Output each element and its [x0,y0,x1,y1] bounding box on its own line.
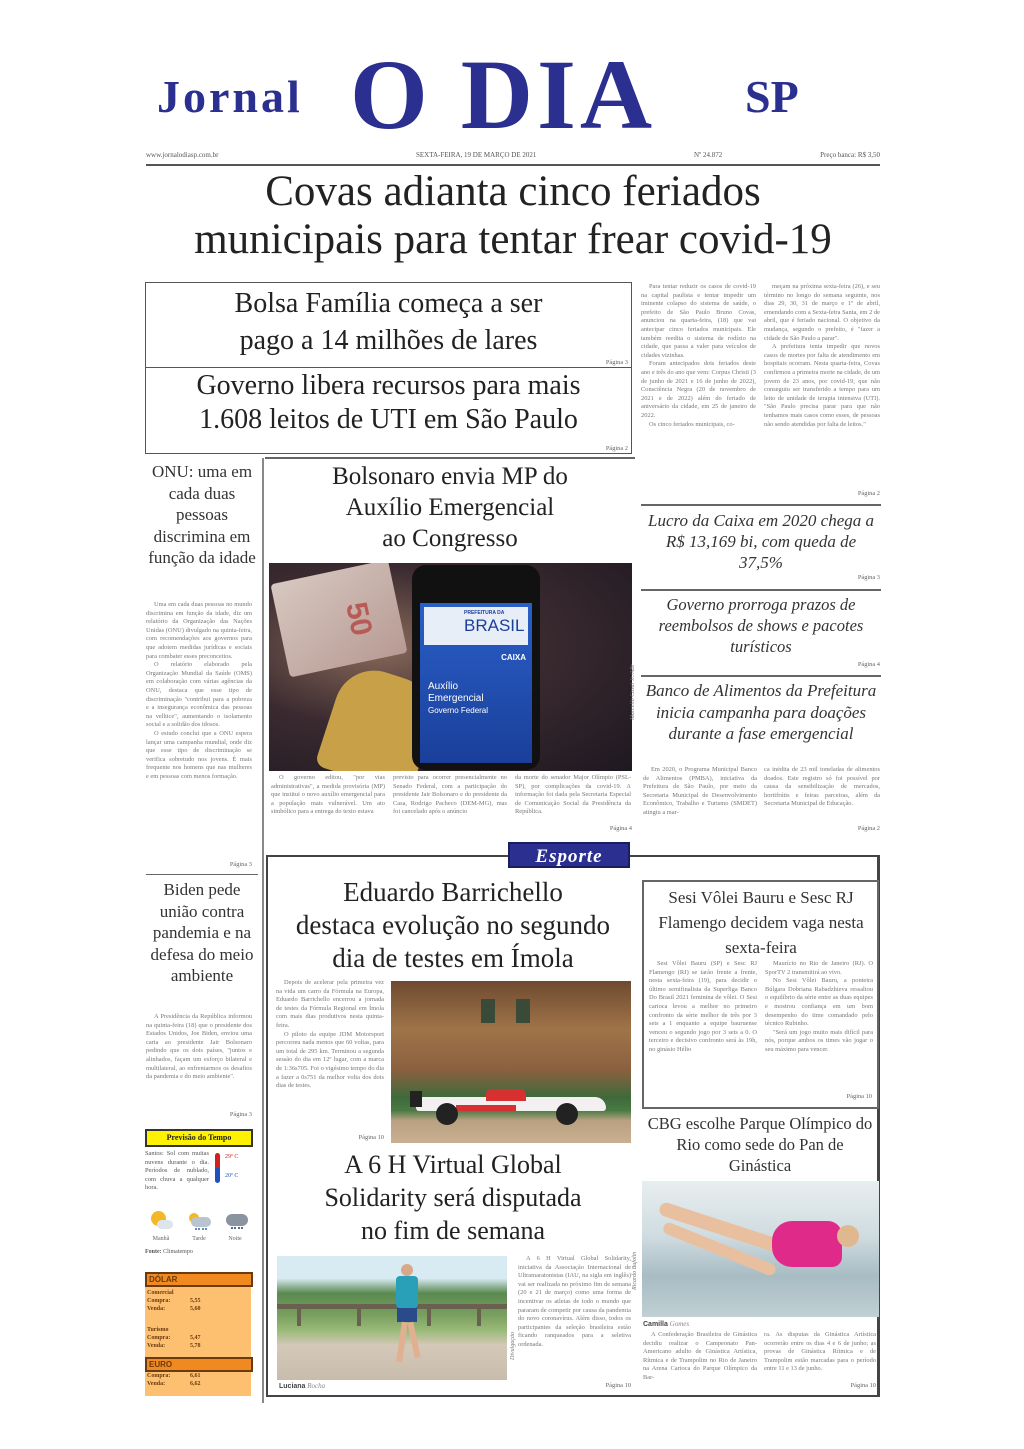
app-line3: Governo Federal [428,706,489,715]
paragraph: "Será um jogo muito mais difícil para nós, porque ambos os times vão jogar o seu máximo para vencer. [765,1028,873,1053]
comercial-sell-label: Venda: [147,1306,166,1312]
barrichello-headline-line2: destaca evolução no segundo [295,910,611,940]
rain-cloud-icon [187,1211,213,1233]
photo-credit: Divulgação [510,1332,516,1360]
bolsonaro-col3: da morte do senador Major Olímpio (PSL-SP), por complicações da covid-19. A informação foi dada pela Secretaria Especial de Comunicação Social da Presidência da República. [515,774,631,816]
onu-headline[interactable]: ONU: uma em cada duas pessoas discrimina em função da idade [148,462,256,567]
bolsa-headline-line2: pago a 14 milhões de lares [239,325,538,356]
euro-sell-value: 6,62 [190,1381,201,1387]
divider [265,457,635,459]
page-ref: Página 10 [846,1093,872,1100]
main-headline-line2: municipais para tentar frear covid-19 [194,216,832,263]
bolsa-headline-line1: Bolsa Família começa a ser [234,288,543,319]
page-ref: Página 4 [609,825,632,832]
comercial-buy-label: Compra: [147,1298,171,1304]
page-ref: Página 4 [857,661,880,668]
paragraph: Foram antecipados dois feriados deste ano e três do ano que vem: Corpus Christi (3 de junho de 2021 e 16 de junho de 2022), Consciência Negra (20 de novembro de 2021 e de 2022) além do feriado de aniversário da cidade, em 25 de janeiro de 2022. [641,360,756,419]
barrichello-headline[interactable] [270,876,636,975]
weather-source [145,1249,193,1255]
paragraph: A prefeitura tenta impedir que novos casos de mortes por falta de atendimento em hospitais ocorram. Nesta quarta-feira, Covas confirmou a primeira morte na cidade, de um jovem de 23 anos, por covid-19, que não conseguiu ser transferido a tempo para um leito de unidade de terapia intensiva (UTI). "São Paulo precisa parar para que não tenhamos mais casos como esses, de pessoas não sendo atendidas por falta de leitos." [764,343,880,428]
divider [641,504,881,506]
bolsonaro-col2: previsto para ocorrer presencialmente no Senado Federal, com a participação do presidente Jair Bolsonaro e do presidente da Casa, Rodrigo Pacheco (DEM-MG), mas foi cancelado após o anúncio [393,774,507,816]
divider [641,589,881,591]
barrichello-article [276,979,384,1139]
thermometer-icon [215,1153,220,1183]
paragraph: Sesi Vôlei Bauru (SP) e Sesc RJ Flamengo (RJ) se tarão frente a frente, nesta sexta-feira (19), para decidir o último semifinalista da Superliga Banco Do Brasil 2021 feminina de vôlei. O Sesi carioca levou a melhor no primeiro confronto da série melhor de três por 3 sets a 1 enquanto a equipe bauruense venceu o segundo jogo por 3 sets a 0. O terceiro e decisivo confronto será às 19h, no ginásio Hélio [649,960,757,1053]
paragraph: Para tentar reduzir os casos de covid-19 na capital paulista e tentar impedir um iminente colapso do sistema de saúde, o prefeito de São Paulo Bruno Covas, anunciou na quarta-feira, (18) que vai antecipar cinco feriados municipais. Ele também reedita o sistema de rodízio na cidade, que passa a valer para veículos de cidades vizinhas. [641,283,756,359]
virtual-article: A 6 H Virtual Global Solidarity, iniciativa da Associação Internacional de Ultramaratonistas (IAU, na sigla em inglês) vai ser realizada no próximo fim de semana (20 e 21 de março) como uma forma de incentivar os atletas de todo o mundo que pararam de competir por causa da pandemia do novo coronavírus. Além disso, todos os participantes da seleção brasileira estão ficando ranqueados para a seletiva ordenada. [518,1255,631,1348]
sesi-col1 [649,960,757,1100]
caption-name: Camilla [643,1321,668,1328]
cbg-col1: A Confederação Brasileira de Ginástica decidiu realizar o Campeonato Pan-Americano adulto de Ginástica Artística, Rítmica e de Trampolim no Rio de Janeiro na Arena Carioca do Parque Olímpico da Bar- [643,1331,757,1381]
sesi-headline: Sesi Vôlei Bauru e Sesc RJ Flamengo decidem vaga nesta sexta-feira [658,888,864,957]
euro-buy-label: Compra: [147,1373,171,1379]
auxilio-photo [269,563,632,771]
page-ref: Página 10 [850,1382,876,1389]
uti-headline-line2: 1.608 leitos de UTI em São Paulo [199,404,578,435]
onu-article [146,601,252,861]
period-morning: Manhã [152,1236,170,1242]
page-ref: Página 2 [605,445,628,452]
phone-screen [420,603,532,763]
source-name: Climatempo [163,1249,193,1255]
turismo-sell-label: Venda: [147,1343,166,1349]
gymnast-photo [642,1181,879,1317]
page-ref: Página 10 [358,1134,384,1141]
runner-figure [387,1264,427,1374]
paragraph: O estudo conclui que a ONU espera lançar uma campanha mundial, onde diz que esse tipo de discriminação se verifica sobretudo nos jovens. É mais frequente nos homens que nas mulheres e em pessoas com menos formação. [146,729,252,780]
paragraph: Depois de acelerar pela primeira vez na vida um carro da Fórmula na Europa, Eduardo Barrichello encerrou a jornada de testes da Fórmula Regional em Ímola com mais dias produtivos nesta quinta-feira. [276,979,384,1029]
turismo-sell-value: 5,78 [190,1343,201,1349]
cbg-headline[interactable]: CBG escolhe Parque Olímpico do Rio como sede do Pan de Ginástica [647,1114,873,1175]
gymnast-figure [662,1191,872,1291]
bank-name: CAIXA [501,653,526,662]
turismo-buy-label: Compra: [147,1335,171,1341]
storm-cloud-icon [223,1211,249,1233]
app-line1: Auxílio [428,681,459,692]
box-uti-leitos[interactable] [145,367,632,454]
issue-number: Nº 24.872 [694,151,723,159]
uti-headline-line1: Governo libera recursos para mais [196,370,581,401]
bolsonaro-headline-line2: Auxílio Emergencial [345,494,555,521]
currency-box [145,1272,251,1396]
bolsonaro-headline[interactable] [266,461,634,554]
gymnast-caption [643,1320,689,1328]
weather-box [145,1129,253,1267]
page-ref: Página 3 [857,574,880,581]
comercial-label: Comercial [147,1290,174,1296]
page-ref: Página 2 [857,490,880,497]
photo-credit: Ricardo Bufolin [632,1251,638,1290]
weather-title: Previsão do Tempo [145,1129,253,1147]
euro-buy-value: 6,61 [190,1373,201,1379]
sesi-article-box[interactable] [642,880,879,1109]
banknotes-image: 50 [270,563,407,677]
masthead-title: O DIA [350,39,657,150]
covas-article-col2 [764,283,880,488]
main-headline[interactable] [140,168,886,264]
sun-cloud-icon [149,1211,173,1231]
weather-text: Santos: Sol com muitas nuvens durante o dia. Períodos de nublado, com chuva a qualquer hora. [145,1150,209,1192]
banco-col1: Em 2020, o Programa Municipal Banco de Alimentos (PMBA), iniciativa da Prefeitura de São Paulo, por meio da Secretaria Municipal de Desenvolvimento Econômico, Trabalho e Turismo (SMDET) atingiu a mar- [643,766,757,816]
caption-rest: Gomes [669,1320,690,1328]
biden-headline[interactable]: Biden pede união contra pandemia e na defesa do meio ambiente [150,880,254,985]
main-headline-line1: Covas adianta cinco feriados [265,168,761,215]
paragraph: O piloto da equipe JDM Motorsport percorreu nada menos que 60 voltas, para um total de 295 km. Terminou a segunda sessão do dia em 12º lugar, com a marca de 1:36s705. Foi o vigésimo tempo do dia a fazer a 0s751 da melhor volta dos dois dias de testes. [276,1030,384,1090]
paragraph: No Sesi Vôlei Bauru, a ponteira Búlgara Dobriana Rabadzhieva ressaltou o equilíbrio da série entre as duas equipes e mostrou confiança em um bom desempenho do time comandado pelo técnico Rubinho. [765,977,873,1028]
virtual-headline-line3: no fim de semana [360,1216,546,1245]
masthead-divider [146,164,880,166]
paragraph: meçam na próxima sexta-feira (26), e seu término no longo do semana seguinte, nos dias 29, 30, 31 de março e 1º de abril, emendando com a Sexta-feira Santa, em 2 de abril, que é feriado nacional. O objetivo da mudança, segundo o prefeito, é "fazer a cidade de São Paulo a parar". [764,283,880,342]
column-divider [262,458,264,1403]
source-label: Fonte: [145,1249,162,1255]
cbg-col2: ra. As disputas da Ginástica Artística ocorrerão entre os dias 4 e 6 de junho; as provas de Ginástica Rítmica e de Trampolim estão marcadas para o período entre 11 e 13 de junho. [764,1331,876,1373]
biden-article: A Presidência da República informou na quinta-feira (18) que o presidente dos Estados Unidos, Joe Biden, enviou uma carta ao presidente Jair Bolsonaro pedindo que os dois países, "juntos e alinhados, façam um esforço bilateral e multilateral, ao enfrentarmos os desafios da pandemia e do meio ambiente". [146,1013,252,1081]
virtual-headline[interactable] [270,1148,636,1247]
temp-max: 29º C [225,1154,239,1160]
divider [641,675,881,677]
masthead-info-bar [146,151,880,163]
turismo-label: Turismo [147,1327,169,1333]
masthead-jornal: Jornal [157,71,303,122]
euro-title: EURO [145,1357,253,1372]
esporte-section-label[interactable]: Esporte [508,842,630,868]
lucro-headline[interactable]: Lucro da Caixa em 2020 chega a R$ 13,169 bi, com queda de 37,5% [648,511,875,572]
runner-caption [279,1382,325,1390]
photo-credit: Marcello Casal Jr./ABr [630,664,636,720]
covas-article-col1 [641,283,756,498]
turismo-buy-value: 5,47 [190,1335,201,1341]
sesi-col2 [765,960,873,1088]
race-car-image [416,1089,616,1119]
paragraph: Os cinco feriados municipais, co- [649,420,735,428]
dolar-title: DÓLAR [145,1272,253,1287]
barrichello-headline-line3: dia de testes em Ímola [332,943,574,973]
brand-top: PREFEITURA DA [464,610,505,616]
paragraph: Uma em cada duas pessoas no mundo discrimina em função da idade, diz um relatório da Organização das Nações Unidas (ONU) divulgado na quinta-feira, com recomendações aos governos para que adotem medidas jurídicas e sociais para combater esses preconceitos. [146,601,252,660]
page-ref: Página 3 [605,359,628,366]
comercial-buy-value: 5,55 [190,1298,201,1304]
price: Preço banca: R$ 3,50 [820,151,880,159]
euro-sell-label: Venda: [147,1381,166,1387]
paragraph: Maurício no Rio de Janeiro (RJ). O SporTV 2 transmitirá ao vivo. [765,960,873,976]
brand-name: BRASIL [464,616,525,635]
virtual-headline-line1: A 6 H Virtual Global [344,1150,562,1179]
app-line2: Emergencial [428,693,484,704]
page-ref: Página 2 [857,825,880,832]
page-ref: Página 3 [229,1111,252,1118]
bolsonaro-headline-line1: Bolsonaro envia MP do [332,463,568,490]
issue-date: SEXTA-FEIRA, 19 DE MARÇO DE 2021 [416,151,537,159]
page-ref: Página 3 [229,861,252,868]
banco-col2: ca inédita de 23 mil toneladas de alimentos doados. Este registro só foi possível por causa da sensibilização de mercados, hortifrútis e feiras parceiras, além da Secretaria Municipal de Educação. [764,766,880,808]
caption-name: Luciana [279,1383,306,1390]
paragraph: O relatório elaborado pela Organização Mundial da Saúde (OMS) em colaboração com várias agências da ONU, destaca que esse tipo de discriminação "contribui para a pobreza e a insegurança econômica das pessoas na velhice", aumentando o isolamento social e a solidão dos idosos. [146,661,252,729]
website-link[interactable]: www.jornalodiasp.com.br [146,151,219,159]
bolsonaro-headline-line3: ao Congresso [382,525,518,552]
period-night: Noite [228,1236,242,1242]
temp-min: 20º C [225,1173,239,1179]
bolsonaro-col1: O governo editou, "por vias administrativas", a medida provisória (MP) que institui o novo auxílio emergencial para a população mais vulnerável. Um ato simbólico para a entrega do texto estava [271,774,385,816]
barrichello-headline-line1: Eduardo Barrichello [343,877,563,907]
box-bolsa-familia[interactable] [145,282,632,368]
formula-car-photo [391,981,631,1143]
masthead-region: SP [745,71,799,122]
prazos-headline[interactable]: Governo prorroga prazos de reembolsos de shows e pacotes turísticos [658,595,864,656]
period-afternoon: Tarde [192,1236,206,1242]
page-ref: Página 10 [605,1382,631,1389]
virtual-headline-line2: Solidarity será disputada [324,1183,582,1212]
caption-rest: Rocha [307,1382,326,1390]
divider [146,874,258,875]
phone-image [412,565,540,770]
banco-headline[interactable]: Banco de Alimentos da Prefeitura inicia campanha para doações durante a fase emergencial [645,681,877,743]
runner-photo [277,1256,507,1380]
comercial-sell-value: 5,60 [190,1306,201,1312]
